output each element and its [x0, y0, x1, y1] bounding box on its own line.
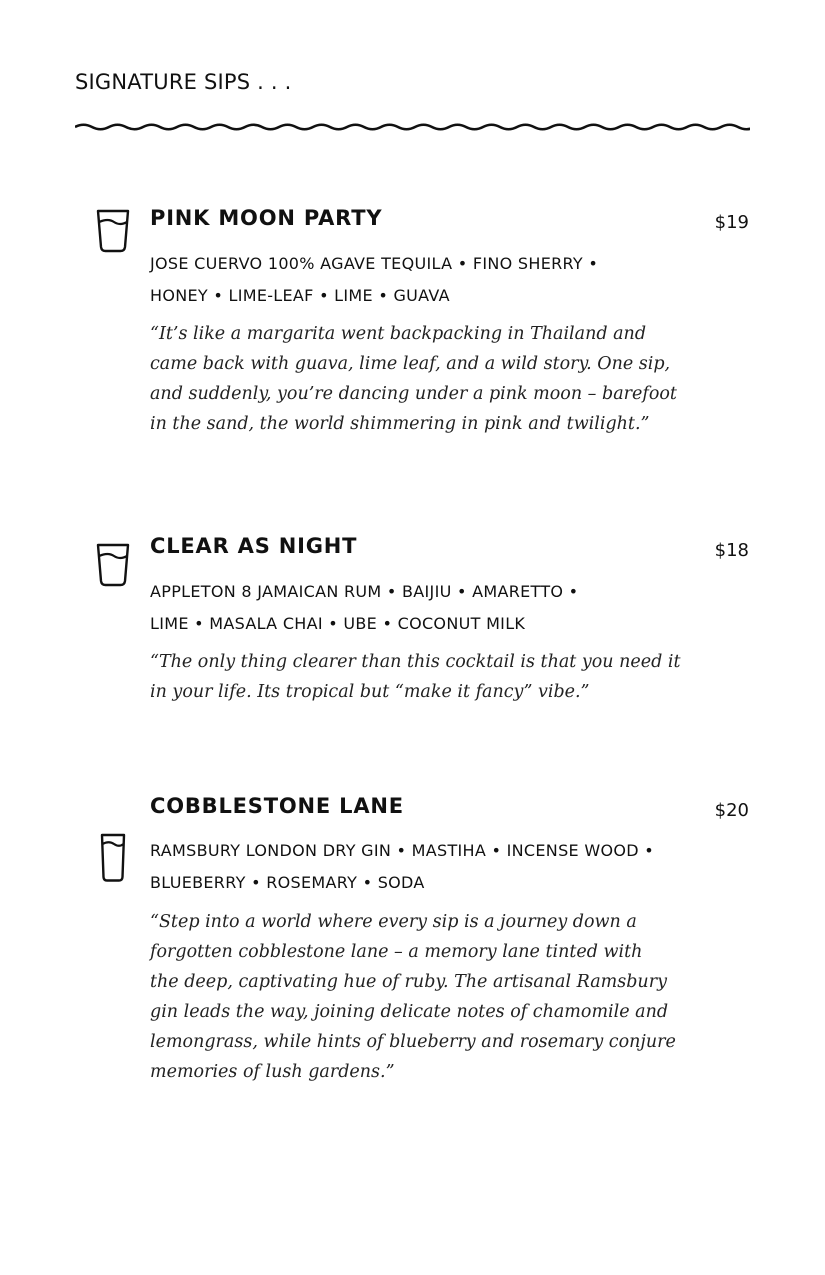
description-line: memories of lush gardens.”: [150, 1062, 395, 1082]
item-description: [150, 647, 750, 707]
rocks-glass-icon: [95, 208, 131, 256]
section-title: SIGNATURE SIPS . . .: [75, 70, 292, 94]
description-line: and suddenly, you’re dancing under a pink moon – barefoot: [150, 384, 677, 404]
description-line: the deep, captivating hue of ruby. The artisanal Ramsbury: [150, 972, 667, 992]
ingredients-line: RAMSBURY LONDON DRY GIN • MASTIHA • INCENSE WOOD •: [150, 841, 654, 860]
item-description: [150, 319, 750, 439]
wave-divider: [75, 118, 750, 136]
description-line: lemongrass, while hints of blueberry and rosemary conjure: [150, 1032, 676, 1052]
description-line: in your life. Its tropical but “make it fancy” vibe.”: [150, 682, 590, 702]
description-line: forgotten cobblestone lane – a memory lane tinted with: [150, 942, 643, 962]
ingredients-line: LIME • MASALA CHAI • UBE • COCONUT MILK: [150, 614, 526, 633]
item-description: [150, 907, 750, 1087]
ingredients-line: BLUEBERRY • ROSEMARY • SODA: [150, 873, 425, 892]
item-ingredients: [150, 835, 750, 899]
description-line: “Step into a world where every sip is a journey down a: [150, 912, 637, 932]
item-price: $20: [714, 800, 749, 821]
item-price: $18: [714, 540, 749, 561]
item-name: COBBLESTONE LANE: [150, 794, 404, 818]
ingredients-line: APPLETON 8 JAMAICAN RUM • BAIJIU • AMARETTO •: [150, 582, 579, 601]
item-price: $19: [714, 212, 749, 233]
highball-glass-icon: [95, 832, 131, 884]
item-name: CLEAR AS NIGHT: [150, 534, 358, 558]
rocks-glass-icon: [95, 542, 131, 590]
ingredients-line: JOSE CUERVO 100% AGAVE TEQUILA • FINO SHERRY •: [150, 254, 599, 273]
description-line: came back with guava, lime leaf, and a wild story. One sip,: [150, 354, 671, 374]
item-ingredients: [150, 576, 750, 640]
description-line: in the sand, the world shimmering in pink and twilight.”: [150, 414, 650, 434]
description-line: gin leads the way, joining delicate notes of chamomile and: [150, 1002, 669, 1022]
description-line: “The only thing clearer than this cocktail is that you need it: [150, 652, 681, 672]
ingredients-line: HONEY • LIME-LEAF • LIME • GUAVA: [150, 286, 450, 305]
item-ingredients: [150, 248, 750, 312]
item-name: PINK MOON PARTY: [150, 206, 383, 230]
description-line: “It’s like a margarita went backpacking in Thailand and: [150, 324, 647, 344]
